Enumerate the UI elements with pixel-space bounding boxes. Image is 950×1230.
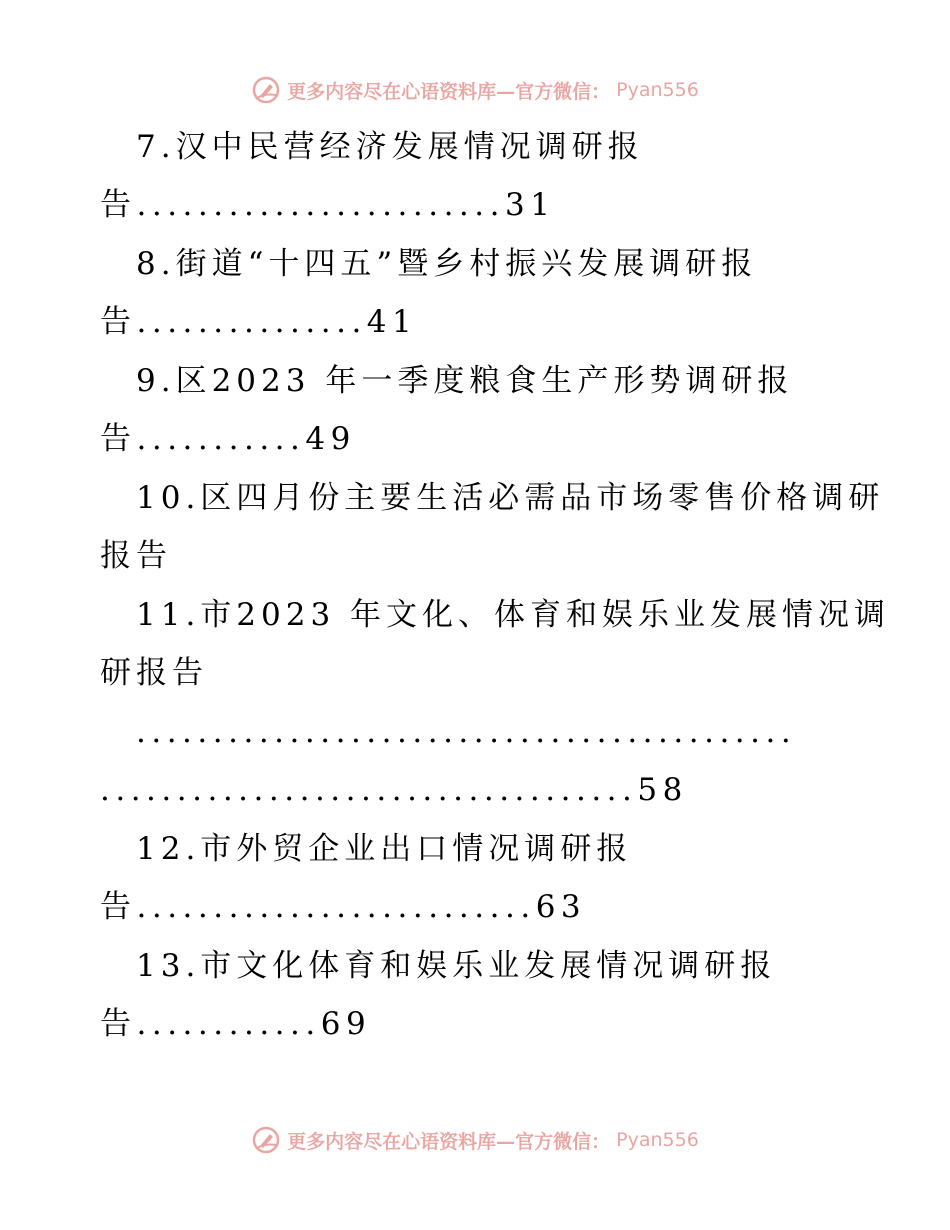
- watermark-id: Pyan556: [616, 79, 699, 101]
- watermark-text: 更多内容尽在心语资料库—官方微信：: [287, 1130, 611, 1153]
- toc-entry-10-cont: 报告: [100, 538, 172, 574]
- toc-entry-8-title[interactable]: 8.街道“十四五”暨乡村振兴发展调研报: [136, 246, 758, 282]
- toc-entry-13-page: 告............69: [100, 1006, 372, 1042]
- toc-entry-7-page: 告........................31: [100, 187, 556, 223]
- toc-entry-11-cont: 研报告: [100, 655, 208, 691]
- toc-entry-10-title[interactable]: 10.区四月份主要生活必需品市场零售价格调研: [136, 480, 885, 516]
- watermark-top: [0, 70, 950, 110]
- toc-entry-9-page: 告...........49: [100, 421, 356, 457]
- watermark-text: 更多内容尽在心语资料库—官方微信：: [287, 80, 611, 103]
- toc-entry-13-title[interactable]: 13.市文化体育和娱乐业发展情况调研报: [136, 948, 777, 984]
- toc-entry-8-page: 告...............41: [100, 304, 418, 340]
- toc-entry-11-page: ...................................58: [100, 772, 688, 808]
- toc-entry-12-page: 告..........................63: [100, 889, 587, 925]
- pen-logo-icon: [251, 75, 281, 105]
- watermark-bottom: [0, 1120, 950, 1160]
- toc-entry-9-title[interactable]: 9.区2023 年一季度粮食生产形势调研报: [136, 363, 794, 399]
- pen-logo-icon: [251, 1125, 281, 1155]
- toc-entry-11-dots: ...........................................: [136, 714, 797, 750]
- watermark-id: Pyan556: [616, 1129, 699, 1151]
- toc-entry-12-title[interactable]: 12.市外贸企业出口情况调研报: [136, 831, 633, 867]
- toc-entry-7-title[interactable]: 7.汉中民营经济发展情况调研报: [136, 129, 644, 165]
- toc-entry-11-title[interactable]: 11.市2023 年文化、体育和娱乐业发展情况调: [136, 597, 891, 633]
